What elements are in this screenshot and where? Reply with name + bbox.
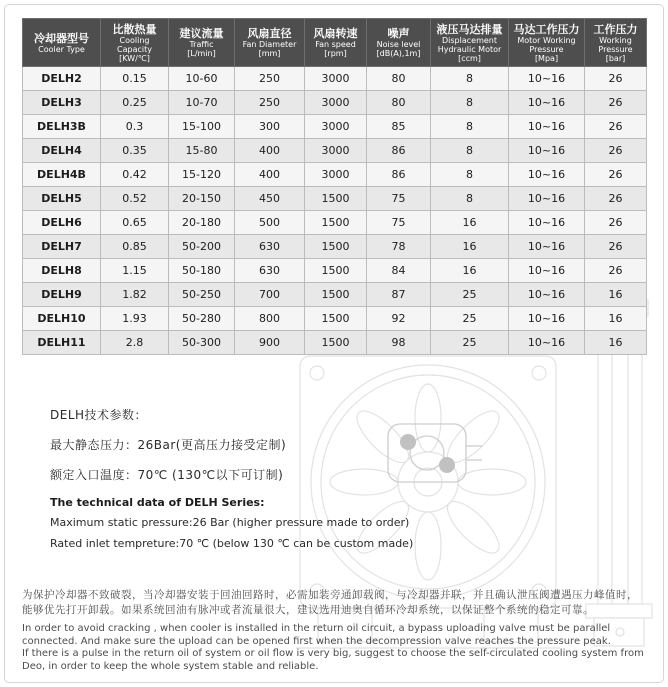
cell-value: 1500 <box>305 187 367 211</box>
table-row <box>23 115 647 139</box>
cell-value: 0.35 <box>101 139 169 163</box>
table-row <box>23 307 647 331</box>
cell-value: 10-70 <box>169 91 235 115</box>
cell-value: 900 <box>235 331 305 355</box>
cell-value: 86 <box>367 139 431 163</box>
footer-en-paragraph-1: In order to avoid cracking , when cooler is installed in the return oil circuit, a bypass uploading valve must be parallel connected. And make sure the upload can be opened first when the decompression valve reaches the pressure peak. <box>22 623 611 647</box>
cell-value: 20-150 <box>169 187 235 211</box>
notes-zh-line1: 最大静态压力：26Bar(更高压力接受定制) <box>50 438 287 452</box>
cell-value: 15-80 <box>169 139 235 163</box>
cell-value: 10~16 <box>509 67 585 91</box>
cell-value: 3000 <box>305 115 367 139</box>
cell-value: 450 <box>235 187 305 211</box>
cell-value: 0.3 <box>101 115 169 139</box>
cell-value: 8 <box>431 67 509 91</box>
cell-value: 85 <box>367 115 431 139</box>
cell-value: 300 <box>235 115 305 139</box>
cell-value: 800 <box>235 307 305 331</box>
technical-notes <box>50 406 413 558</box>
cell-model: DELH4 <box>23 139 101 163</box>
cell-value: 98 <box>367 331 431 355</box>
footer-notes <box>22 588 648 673</box>
cell-value: 26 <box>585 163 647 187</box>
cell-value: 10~16 <box>509 307 585 331</box>
cell-model: DELH9 <box>23 283 101 307</box>
cell-value: 75 <box>367 211 431 235</box>
table-row <box>23 331 647 355</box>
cell-value: 1.93 <box>101 307 169 331</box>
cell-model: DELH4B <box>23 163 101 187</box>
table-row <box>23 211 647 235</box>
cell-value: 1500 <box>305 211 367 235</box>
cell-value: 700 <box>235 283 305 307</box>
cell-value: 16 <box>431 259 509 283</box>
cell-model: DELH8 <box>23 259 101 283</box>
cell-value: 3000 <box>305 91 367 115</box>
cell-value: 8 <box>431 163 509 187</box>
cell-value: 250 <box>235 91 305 115</box>
cell-value: 0.52 <box>101 187 169 211</box>
spec-table <box>22 18 647 355</box>
cell-value: 10~16 <box>509 91 585 115</box>
cell-value: 10~16 <box>509 187 585 211</box>
cell-value: 50-250 <box>169 283 235 307</box>
cell-value: 10~16 <box>509 115 585 139</box>
cell-value: 250 <box>235 67 305 91</box>
column-header: 风扇直径 Fan Diameter [mm] <box>235 19 305 67</box>
table-row <box>23 91 647 115</box>
cell-value: 1500 <box>305 331 367 355</box>
cell-value: 15-100 <box>169 115 235 139</box>
table-row <box>23 67 647 91</box>
column-header: 比散热量 Cooling Capacity [KW/℃] <box>101 19 169 67</box>
cell-value: 50-300 <box>169 331 235 355</box>
cell-value: 1500 <box>305 283 367 307</box>
cell-value: 16 <box>585 331 647 355</box>
cell-model: DELH3B <box>23 115 101 139</box>
cell-value: 500 <box>235 211 305 235</box>
column-header: 液压马达排量 Displacement Hydraulic Motor [ccm] <box>431 19 509 67</box>
cell-model: DELH2 <box>23 67 101 91</box>
cell-value: 26 <box>585 115 647 139</box>
cell-value: 3000 <box>305 163 367 187</box>
column-header: 工作压力 Working Pressure [bar] <box>585 19 647 67</box>
cell-value: 87 <box>367 283 431 307</box>
cell-value: 10~16 <box>509 139 585 163</box>
footer-en-paragraph-2: If there is a pulse in the return oil of system or oil flow is very big, suggest to choose the self-circulated cooling system from Deo, in order to keep the whole system stable and reliable. <box>22 648 644 672</box>
cell-value: 80 <box>367 91 431 115</box>
cell-value: 16 <box>585 307 647 331</box>
table-row <box>23 187 647 211</box>
cell-value: 10~16 <box>509 331 585 355</box>
cell-value: 1500 <box>305 307 367 331</box>
column-header: 冷却器型号 Cooler Type <box>23 19 101 67</box>
cell-value: 3000 <box>305 139 367 163</box>
cell-value: 8 <box>431 91 509 115</box>
cell-value: 0.15 <box>101 67 169 91</box>
cell-model: DELH6 <box>23 211 101 235</box>
footer-zh-paragraph: 为保护冷却器不致破裂，当冷却器安装于回油回路时，必需加装旁通卸载阀，与冷却器并联，并且确认泄压阀遭遇压力峰值时，能够优先打开卸载。如果系统回油有脉冲或者流量很大，建议选用迪奥自循环冷却系统，以保证整个系统的稳定可靠。 <box>22 589 638 616</box>
cell-value: 26 <box>585 67 647 91</box>
cell-value: 10-60 <box>169 67 235 91</box>
cell-model: DELH3 <box>23 91 101 115</box>
cell-value: 8 <box>431 187 509 211</box>
cell-value: 26 <box>585 91 647 115</box>
cell-value: 78 <box>367 235 431 259</box>
spec-table-header-row <box>23 19 647 67</box>
cell-value: 16 <box>431 211 509 235</box>
cell-model: DELH5 <box>23 187 101 211</box>
cell-value: 25 <box>431 331 509 355</box>
cell-value: 25 <box>431 307 509 331</box>
cell-value: 26 <box>585 259 647 283</box>
cell-value: 400 <box>235 139 305 163</box>
cell-value: 86 <box>367 163 431 187</box>
cell-value: 1.82 <box>101 283 169 307</box>
table-row <box>23 259 647 283</box>
notes-en-line2: Rated inlet tempreture:70 ℃ (below 130 ℃ can be custom made) <box>50 537 414 550</box>
cell-value: 92 <box>367 307 431 331</box>
cell-model: DELH11 <box>23 331 101 355</box>
cell-value: 26 <box>585 211 647 235</box>
cell-value: 25 <box>431 283 509 307</box>
notes-en-line1: Maximum static pressure:26 Bar (higher pressure made to order) <box>50 516 410 529</box>
cell-value: 84 <box>367 259 431 283</box>
notes-zh-title: DELH技术参数： <box>50 408 148 422</box>
cell-value: 75 <box>367 187 431 211</box>
cell-value: 8 <box>431 115 509 139</box>
cell-value: 400 <box>235 163 305 187</box>
cell-value: 10~16 <box>509 163 585 187</box>
cell-value: 1500 <box>305 235 367 259</box>
table-row <box>23 163 647 187</box>
table-row <box>23 139 647 163</box>
cell-value: 16 <box>585 283 647 307</box>
cell-value: 10~16 <box>509 211 585 235</box>
spec-table-body <box>23 67 647 355</box>
cell-value: 630 <box>235 259 305 283</box>
notes-zh-line2: 额定入口温度：70℃ (130℃以下可订制) <box>50 468 284 482</box>
cell-value: 15-120 <box>169 163 235 187</box>
cell-value: 50-280 <box>169 307 235 331</box>
cell-value: 1.15 <box>101 259 169 283</box>
column-header: 风扇转速 Fan speed [rpm] <box>305 19 367 67</box>
cell-model: DELH7 <box>23 235 101 259</box>
cell-value: 0.65 <box>101 211 169 235</box>
table-row <box>23 235 647 259</box>
cell-value: 10~16 <box>509 235 585 259</box>
cell-value: 26 <box>585 187 647 211</box>
cell-value: 0.42 <box>101 163 169 187</box>
cell-model: DELH10 <box>23 307 101 331</box>
cell-value: 630 <box>235 235 305 259</box>
cell-value: 10~16 <box>509 283 585 307</box>
cell-value: 3000 <box>305 67 367 91</box>
cell-value: 8 <box>431 139 509 163</box>
cell-value: 0.85 <box>101 235 169 259</box>
cell-value: 80 <box>367 67 431 91</box>
cell-value: 20-180 <box>169 211 235 235</box>
column-header: 马达工作压力 Motor Working Pressure [Mpa] <box>509 19 585 67</box>
cell-value: 26 <box>585 235 647 259</box>
cell-value: 1500 <box>305 259 367 283</box>
cell-value: 2.8 <box>101 331 169 355</box>
notes-en-title: The technical data of DELH Series: <box>50 496 265 509</box>
cell-value: 0.25 <box>101 91 169 115</box>
cell-value: 50-200 <box>169 235 235 259</box>
cell-value: 50-180 <box>169 259 235 283</box>
column-header: 噪声 Noise level [dB(A),1m] <box>367 19 431 67</box>
cell-value: 26 <box>585 139 647 163</box>
table-row <box>23 283 647 307</box>
column-header: 建议流量 Traffic [L/min] <box>169 19 235 67</box>
cell-value: 16 <box>431 235 509 259</box>
cell-value: 10~16 <box>509 259 585 283</box>
